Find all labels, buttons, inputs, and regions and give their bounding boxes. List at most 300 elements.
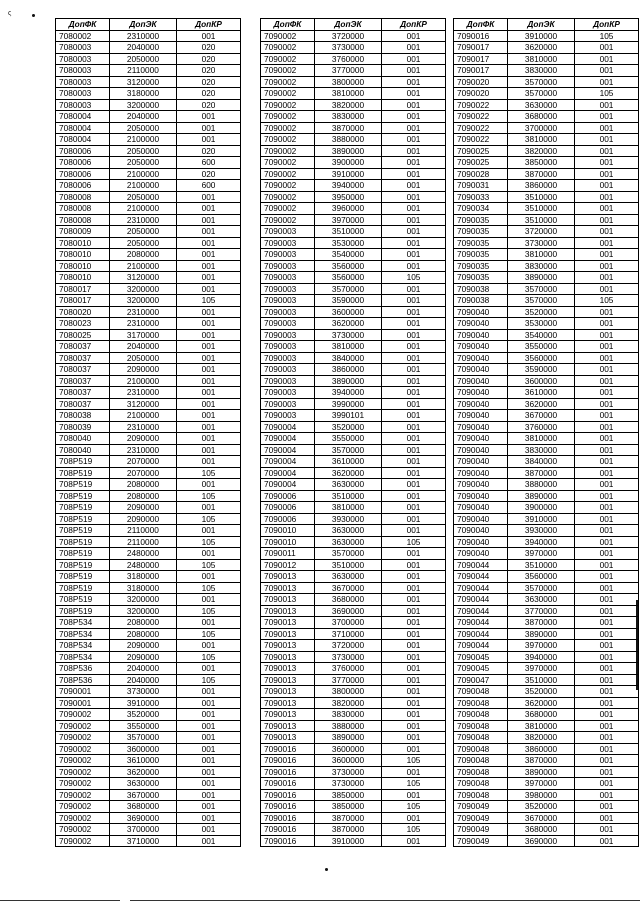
dopfk-cell: 7090002 xyxy=(56,732,110,744)
dopek-cell: 3550000 xyxy=(110,720,177,732)
dopkr-cell: 001 xyxy=(382,410,446,422)
dopfk-cell: 7090040 xyxy=(454,329,508,341)
table-row xyxy=(261,260,446,272)
dopkr-cell: 105 xyxy=(177,628,241,640)
dopek-cell: 3670000 xyxy=(110,789,177,801)
dopfk-cell: 7090025 xyxy=(454,157,508,169)
dopkr-cell: 001 xyxy=(575,456,639,468)
dopkr-cell: 001 xyxy=(382,122,446,134)
dopkr-cell: 001 xyxy=(382,456,446,468)
dopek-cell: 3700000 xyxy=(315,617,382,629)
dopfk-cell: 7090040 xyxy=(454,398,508,410)
dopfk-cell: 7080023 xyxy=(56,318,110,330)
dopfk-cell: 7080040 xyxy=(56,444,110,456)
dopfk-cell: 7090035 xyxy=(454,249,508,261)
dopkr-cell: 001 xyxy=(382,594,446,606)
dopek-cell: 2090000 xyxy=(110,502,177,514)
dopkr-cell: 001 xyxy=(177,203,241,215)
dopfk-cell: 7090040 xyxy=(454,375,508,387)
dopek-cell: 3850000 xyxy=(315,801,382,813)
dopfk-cell: 708P534 xyxy=(56,640,110,652)
table-row xyxy=(56,766,241,778)
dopek-cell: 2480000 xyxy=(110,548,177,560)
dopfk-cell: 7090006 xyxy=(261,490,315,502)
table-row xyxy=(454,766,639,778)
dopek-cell: 3600000 xyxy=(110,743,177,755)
dopfk-cell: 7090003 xyxy=(261,237,315,249)
table-row xyxy=(56,663,241,675)
dopek-cell: 2110000 xyxy=(110,536,177,548)
dopkr-cell: 001 xyxy=(575,605,639,617)
dopek-cell: 3520000 xyxy=(508,686,575,698)
codes-table-2 xyxy=(260,18,446,847)
dopfk-cell: 7080037 xyxy=(56,352,110,364)
dopek-cell: 3950000 xyxy=(315,191,382,203)
dopek-cell: 2480000 xyxy=(110,559,177,571)
dopkr-cell: 001 xyxy=(382,226,446,238)
dopek-cell: 2100000 xyxy=(110,203,177,215)
table-row xyxy=(56,513,241,525)
dopek-cell: 3840000 xyxy=(315,352,382,364)
dopek-cell: 3170000 xyxy=(110,329,177,341)
table-row xyxy=(56,53,241,65)
dopek-cell: 3700000 xyxy=(508,122,575,134)
dopkr-cell: 001 xyxy=(382,306,446,318)
table-row xyxy=(56,812,241,824)
dopfk-cell: 7080006 xyxy=(56,145,110,157)
table-row xyxy=(454,502,639,514)
dopfk-cell: 7080010 xyxy=(56,272,110,284)
dopkr-cell: 001 xyxy=(382,640,446,652)
dopkr-cell: 105 xyxy=(177,513,241,525)
dopfk-cell: 7090003 xyxy=(261,249,315,261)
dopfk-cell: 708P519 xyxy=(56,490,110,502)
dopfk-cell: 7080039 xyxy=(56,421,110,433)
dopkr-cell: 001 xyxy=(575,134,639,146)
dopek-cell: 3820000 xyxy=(508,145,575,157)
dopkr-cell: 001 xyxy=(575,835,639,847)
dopkr-cell: 001 xyxy=(177,122,241,134)
dopkr-cell: 001 xyxy=(575,801,639,813)
dopek-cell: 3590000 xyxy=(315,295,382,307)
dopfk-cell: 7090040 xyxy=(454,433,508,445)
dopkr-cell: 001 xyxy=(177,835,241,847)
dopek-cell: 3810000 xyxy=(508,134,575,146)
dopek-cell: 3120000 xyxy=(110,398,177,410)
dopfk-cell: 708P519 xyxy=(56,571,110,583)
dopkr-cell: 001 xyxy=(177,766,241,778)
dopek-cell: 3810000 xyxy=(508,433,575,445)
dopkr-cell: 001 xyxy=(575,42,639,54)
dopfk-cell: 7090002 xyxy=(56,766,110,778)
table-row xyxy=(261,766,446,778)
table-row xyxy=(56,76,241,88)
dopek-cell: 2040000 xyxy=(110,674,177,686)
dopkr-cell: 001 xyxy=(177,341,241,353)
table-row xyxy=(454,134,639,146)
dopfk-cell: 7090003 xyxy=(261,352,315,364)
dopek-cell: 3200000 xyxy=(110,295,177,307)
dopkr-cell: 105 xyxy=(177,490,241,502)
table-row xyxy=(261,663,446,675)
table-row xyxy=(454,835,639,847)
table-row xyxy=(56,329,241,341)
dopek-cell: 3800000 xyxy=(315,76,382,88)
dopkr-cell: 001 xyxy=(382,663,446,675)
dopfk-cell: 7090003 xyxy=(261,341,315,353)
dopkr-cell: 001 xyxy=(177,502,241,514)
dopkr-cell: 001 xyxy=(177,617,241,629)
dopek-cell: 3980000 xyxy=(508,789,575,801)
dopkr-cell: 001 xyxy=(177,249,241,261)
dopek-cell: 3830000 xyxy=(508,65,575,77)
dopkr-cell: 020 xyxy=(177,65,241,77)
dopkr-cell: 001 xyxy=(575,674,639,686)
dopkr-cell: 105 xyxy=(177,559,241,571)
dopfk-cell: 7090002 xyxy=(261,203,315,215)
dopfk-cell: 7090002 xyxy=(261,30,315,42)
table-row xyxy=(454,789,639,801)
table-row xyxy=(261,536,446,548)
dopkr-cell: 001 xyxy=(575,582,639,594)
scan-line xyxy=(0,900,120,901)
dopfk-cell: 7080010 xyxy=(56,249,110,261)
dopfk-cell: 7090044 xyxy=(454,628,508,640)
header-row xyxy=(56,19,241,31)
table-row xyxy=(56,122,241,134)
dopek-cell: 3520000 xyxy=(110,709,177,721)
dopkr-cell: 001 xyxy=(575,99,639,111)
table-row xyxy=(56,571,241,583)
table-row xyxy=(261,134,446,146)
table-row xyxy=(454,249,639,261)
table-row xyxy=(56,145,241,157)
dopfk-cell: 7090016 xyxy=(261,766,315,778)
dopek-cell: 3730000 xyxy=(315,42,382,54)
table-row xyxy=(454,536,639,548)
table-row xyxy=(454,812,639,824)
table-row xyxy=(261,272,446,284)
table-row xyxy=(454,755,639,767)
dopfk-cell: 708P519 xyxy=(56,456,110,468)
dopfk-cell: 7090017 xyxy=(454,42,508,54)
dopek-cell: 3880000 xyxy=(315,720,382,732)
dopek-cell: 3520000 xyxy=(508,306,575,318)
dopkr-cell: 001 xyxy=(382,157,446,169)
table-row xyxy=(261,789,446,801)
dopek-cell: 2080000 xyxy=(110,249,177,261)
dopek-cell: 3690000 xyxy=(508,835,575,847)
dopek-cell: 3620000 xyxy=(315,467,382,479)
dopkr-cell: 001 xyxy=(382,559,446,571)
dopek-cell: 3510000 xyxy=(508,214,575,226)
dopkr-cell: 001 xyxy=(177,525,241,537)
dopfk-cell: 7090003 xyxy=(261,272,315,284)
table-row xyxy=(261,617,446,629)
dopkr-cell: 001 xyxy=(177,571,241,583)
dopfk-cell: 7090002 xyxy=(261,134,315,146)
table-row xyxy=(454,686,639,698)
table-row xyxy=(261,479,446,491)
dopkr-cell: 001 xyxy=(177,375,241,387)
dopfk-cell: 7080006 xyxy=(56,157,110,169)
dopek-cell: 2310000 xyxy=(110,30,177,42)
table-row xyxy=(56,824,241,836)
dopkr-cell: 001 xyxy=(575,352,639,364)
dopfk-cell: 7090013 xyxy=(261,617,315,629)
dopfk-cell: 7090013 xyxy=(261,686,315,698)
dopkr-cell: 001 xyxy=(575,214,639,226)
table-row xyxy=(261,168,446,180)
dopfk-cell: 708P519 xyxy=(56,548,110,560)
scan-line xyxy=(130,900,640,901)
dopfk-cell: 7090013 xyxy=(261,697,315,709)
dopfk-cell: 7090040 xyxy=(454,479,508,491)
dopkr-cell: 001 xyxy=(177,686,241,698)
dopfk-cell: 708P519 xyxy=(56,479,110,491)
dopfk-cell: 7080010 xyxy=(56,237,110,249)
dopfk-cell: 7090013 xyxy=(261,709,315,721)
table-row xyxy=(56,559,241,571)
dopek-cell: 2100000 xyxy=(110,168,177,180)
dopfk-cell: 7090003 xyxy=(261,387,315,399)
dopfk-cell: 7090013 xyxy=(261,720,315,732)
dopfk-cell: 7090013 xyxy=(261,663,315,675)
table-row xyxy=(261,640,446,652)
dopek-cell: 2080000 xyxy=(110,617,177,629)
dopkr-cell: 001 xyxy=(575,617,639,629)
dopek-cell: 3860000 xyxy=(315,364,382,376)
dopek-cell: 3180000 xyxy=(110,582,177,594)
dopfk-cell: 7090044 xyxy=(454,640,508,652)
header-dopek: ДопЭК xyxy=(508,19,575,31)
page-dot xyxy=(325,868,328,871)
dopek-cell: 3940000 xyxy=(315,387,382,399)
dopek-cell: 3690000 xyxy=(315,605,382,617)
dopkr-cell: 001 xyxy=(382,295,446,307)
table-row xyxy=(454,375,639,387)
table-row xyxy=(56,835,241,847)
table-row xyxy=(454,824,639,836)
dopek-cell: 3610000 xyxy=(110,755,177,767)
dopfk-cell: 708P519 xyxy=(56,594,110,606)
dopek-cell: 3600000 xyxy=(315,755,382,767)
dopek-cell: 3970000 xyxy=(508,663,575,675)
table-row xyxy=(454,720,639,732)
table-row xyxy=(261,421,446,433)
table-row xyxy=(56,65,241,77)
dopfk-cell: 7090040 xyxy=(454,502,508,514)
table-row xyxy=(56,42,241,54)
dopkr-cell: 001 xyxy=(382,214,446,226)
dopek-cell: 3870000 xyxy=(315,122,382,134)
dopek-cell: 2310000 xyxy=(110,387,177,399)
dopek-cell: 3820000 xyxy=(315,697,382,709)
dopkr-cell: 001 xyxy=(382,387,446,399)
table-row xyxy=(261,697,446,709)
table-row xyxy=(454,778,639,790)
dopkr-cell: 020 xyxy=(177,88,241,100)
dopkr-cell: 020 xyxy=(177,53,241,65)
dopfk-cell: 7090040 xyxy=(454,525,508,537)
dopkr-cell: 001 xyxy=(575,53,639,65)
dopek-cell: 3540000 xyxy=(315,249,382,261)
dopek-cell: 3620000 xyxy=(508,398,575,410)
dopkr-cell: 105 xyxy=(382,755,446,767)
dopfk-cell: 7080020 xyxy=(56,306,110,318)
table-row xyxy=(56,352,241,364)
table-row xyxy=(261,99,446,111)
dopfk-cell: 7080004 xyxy=(56,122,110,134)
table-row xyxy=(261,295,446,307)
dopfk-cell: 7090035 xyxy=(454,260,508,272)
dopfk-cell: 7080037 xyxy=(56,341,110,353)
dopfk-cell: 7090013 xyxy=(261,674,315,686)
table-row xyxy=(454,444,639,456)
table-row xyxy=(56,180,241,192)
dopkr-cell: 001 xyxy=(382,111,446,123)
dopkr-cell: 001 xyxy=(575,65,639,77)
dopkr-cell: 001 xyxy=(382,42,446,54)
dopek-cell: 3570000 xyxy=(508,582,575,594)
dopfk-cell: 7090002 xyxy=(261,157,315,169)
dopek-cell: 3890000 xyxy=(508,272,575,284)
dopkr-cell: 001 xyxy=(382,605,446,617)
dopkr-cell: 001 xyxy=(575,341,639,353)
dopek-cell: 3510000 xyxy=(508,191,575,203)
header-dopfk: ДопФК xyxy=(56,19,110,31)
dopkr-cell: 001 xyxy=(382,732,446,744)
table-row xyxy=(56,387,241,399)
dopek-cell: 2050000 xyxy=(110,157,177,169)
dopfk-cell: 708P534 xyxy=(56,651,110,663)
dopfk-cell: 7090025 xyxy=(454,145,508,157)
dopfk-cell: 7090016 xyxy=(261,755,315,767)
dopfk-cell: 7090002 xyxy=(56,778,110,790)
dopfk-cell: 7090040 xyxy=(454,456,508,468)
dopek-cell: 3760000 xyxy=(508,421,575,433)
header-dopkr: ДопКР xyxy=(575,19,639,31)
table-row xyxy=(454,341,639,353)
table-row xyxy=(261,571,446,583)
dopfk-cell: 7080008 xyxy=(56,203,110,215)
dopek-cell: 3770000 xyxy=(315,65,382,77)
table-row xyxy=(454,42,639,54)
dopfk-cell: 7090002 xyxy=(56,755,110,767)
header-dopkr: ДопКР xyxy=(177,19,241,31)
dopek-cell: 3570000 xyxy=(508,76,575,88)
dopkr-cell: 001 xyxy=(177,640,241,652)
dopfk-cell: 7090013 xyxy=(261,594,315,606)
dopfk-cell: 7090013 xyxy=(261,640,315,652)
table-row xyxy=(454,76,639,88)
table-row xyxy=(261,755,446,767)
dopkr-cell: 001 xyxy=(575,732,639,744)
dopfk-cell: 7090003 xyxy=(261,375,315,387)
dopfk-cell: 708P519 xyxy=(56,582,110,594)
dopek-cell: 2110000 xyxy=(110,525,177,537)
dopek-cell: 3570000 xyxy=(315,283,382,295)
table-row xyxy=(454,709,639,721)
dopkr-cell: 001 xyxy=(177,134,241,146)
dopfk-cell: 7080004 xyxy=(56,111,110,123)
dopkr-cell: 001 xyxy=(382,329,446,341)
dopfk-cell: 7090048 xyxy=(454,732,508,744)
dopkr-cell: 001 xyxy=(382,76,446,88)
dopek-cell: 3890000 xyxy=(508,766,575,778)
table-row xyxy=(56,732,241,744)
table-row xyxy=(56,686,241,698)
table-row xyxy=(454,697,639,709)
table-row xyxy=(454,559,639,571)
table-row xyxy=(56,168,241,180)
dopkr-cell: 001 xyxy=(382,709,446,721)
dopfk-cell: 7090002 xyxy=(56,824,110,836)
dopkr-cell: 001 xyxy=(575,490,639,502)
dopkr-cell: 105 xyxy=(177,582,241,594)
dopek-cell: 3680000 xyxy=(315,594,382,606)
dopek-cell: 3810000 xyxy=(315,88,382,100)
dopek-cell: 3630000 xyxy=(508,99,575,111)
dopkr-cell: 001 xyxy=(382,99,446,111)
dopfk-cell: 7090038 xyxy=(454,295,508,307)
table-row xyxy=(454,203,639,215)
table-row xyxy=(261,42,446,54)
dopfk-cell: 7090022 xyxy=(454,134,508,146)
dopek-cell: 3890000 xyxy=(508,628,575,640)
dopfk-cell: 708P519 xyxy=(56,513,110,525)
table-row xyxy=(261,111,446,123)
dopek-cell: 3840000 xyxy=(508,456,575,468)
dopfk-cell: 7090048 xyxy=(454,778,508,790)
dopfk-cell: 7080008 xyxy=(56,214,110,226)
table-row xyxy=(261,582,446,594)
table-row xyxy=(56,295,241,307)
dopek-cell: 3820000 xyxy=(508,732,575,744)
dopkr-cell: 001 xyxy=(177,260,241,272)
table-row xyxy=(454,65,639,77)
dopkr-cell: 600 xyxy=(177,157,241,169)
dopek-cell: 3550000 xyxy=(315,433,382,445)
dopkr-cell: 001 xyxy=(575,789,639,801)
dopfk-cell: 7090048 xyxy=(454,720,508,732)
table-row xyxy=(454,674,639,686)
table-row xyxy=(261,65,446,77)
dopek-cell: 3180000 xyxy=(110,88,177,100)
dopek-cell: 3960000 xyxy=(315,203,382,215)
dopkr-cell: 001 xyxy=(177,364,241,376)
table-row xyxy=(454,605,639,617)
dopek-cell: 3970000 xyxy=(508,640,575,652)
table-row xyxy=(454,594,639,606)
dopek-cell: 2050000 xyxy=(110,352,177,364)
table-row xyxy=(56,548,241,560)
dopek-cell: 3910000 xyxy=(110,697,177,709)
dopek-cell: 2080000 xyxy=(110,479,177,491)
dopek-cell: 2050000 xyxy=(110,145,177,157)
dopek-cell: 2310000 xyxy=(110,444,177,456)
dopkr-cell: 001 xyxy=(575,824,639,836)
table-row xyxy=(56,237,241,249)
dopfk-cell: 7090003 xyxy=(261,260,315,272)
dopkr-cell: 001 xyxy=(382,318,446,330)
dopkr-cell: 001 xyxy=(575,364,639,376)
dopek-cell: 3600000 xyxy=(315,306,382,318)
dopfk-cell: 7080006 xyxy=(56,168,110,180)
dopek-cell: 3730000 xyxy=(315,778,382,790)
dopfk-cell: 7080003 xyxy=(56,42,110,54)
dopkr-cell: 001 xyxy=(382,65,446,77)
